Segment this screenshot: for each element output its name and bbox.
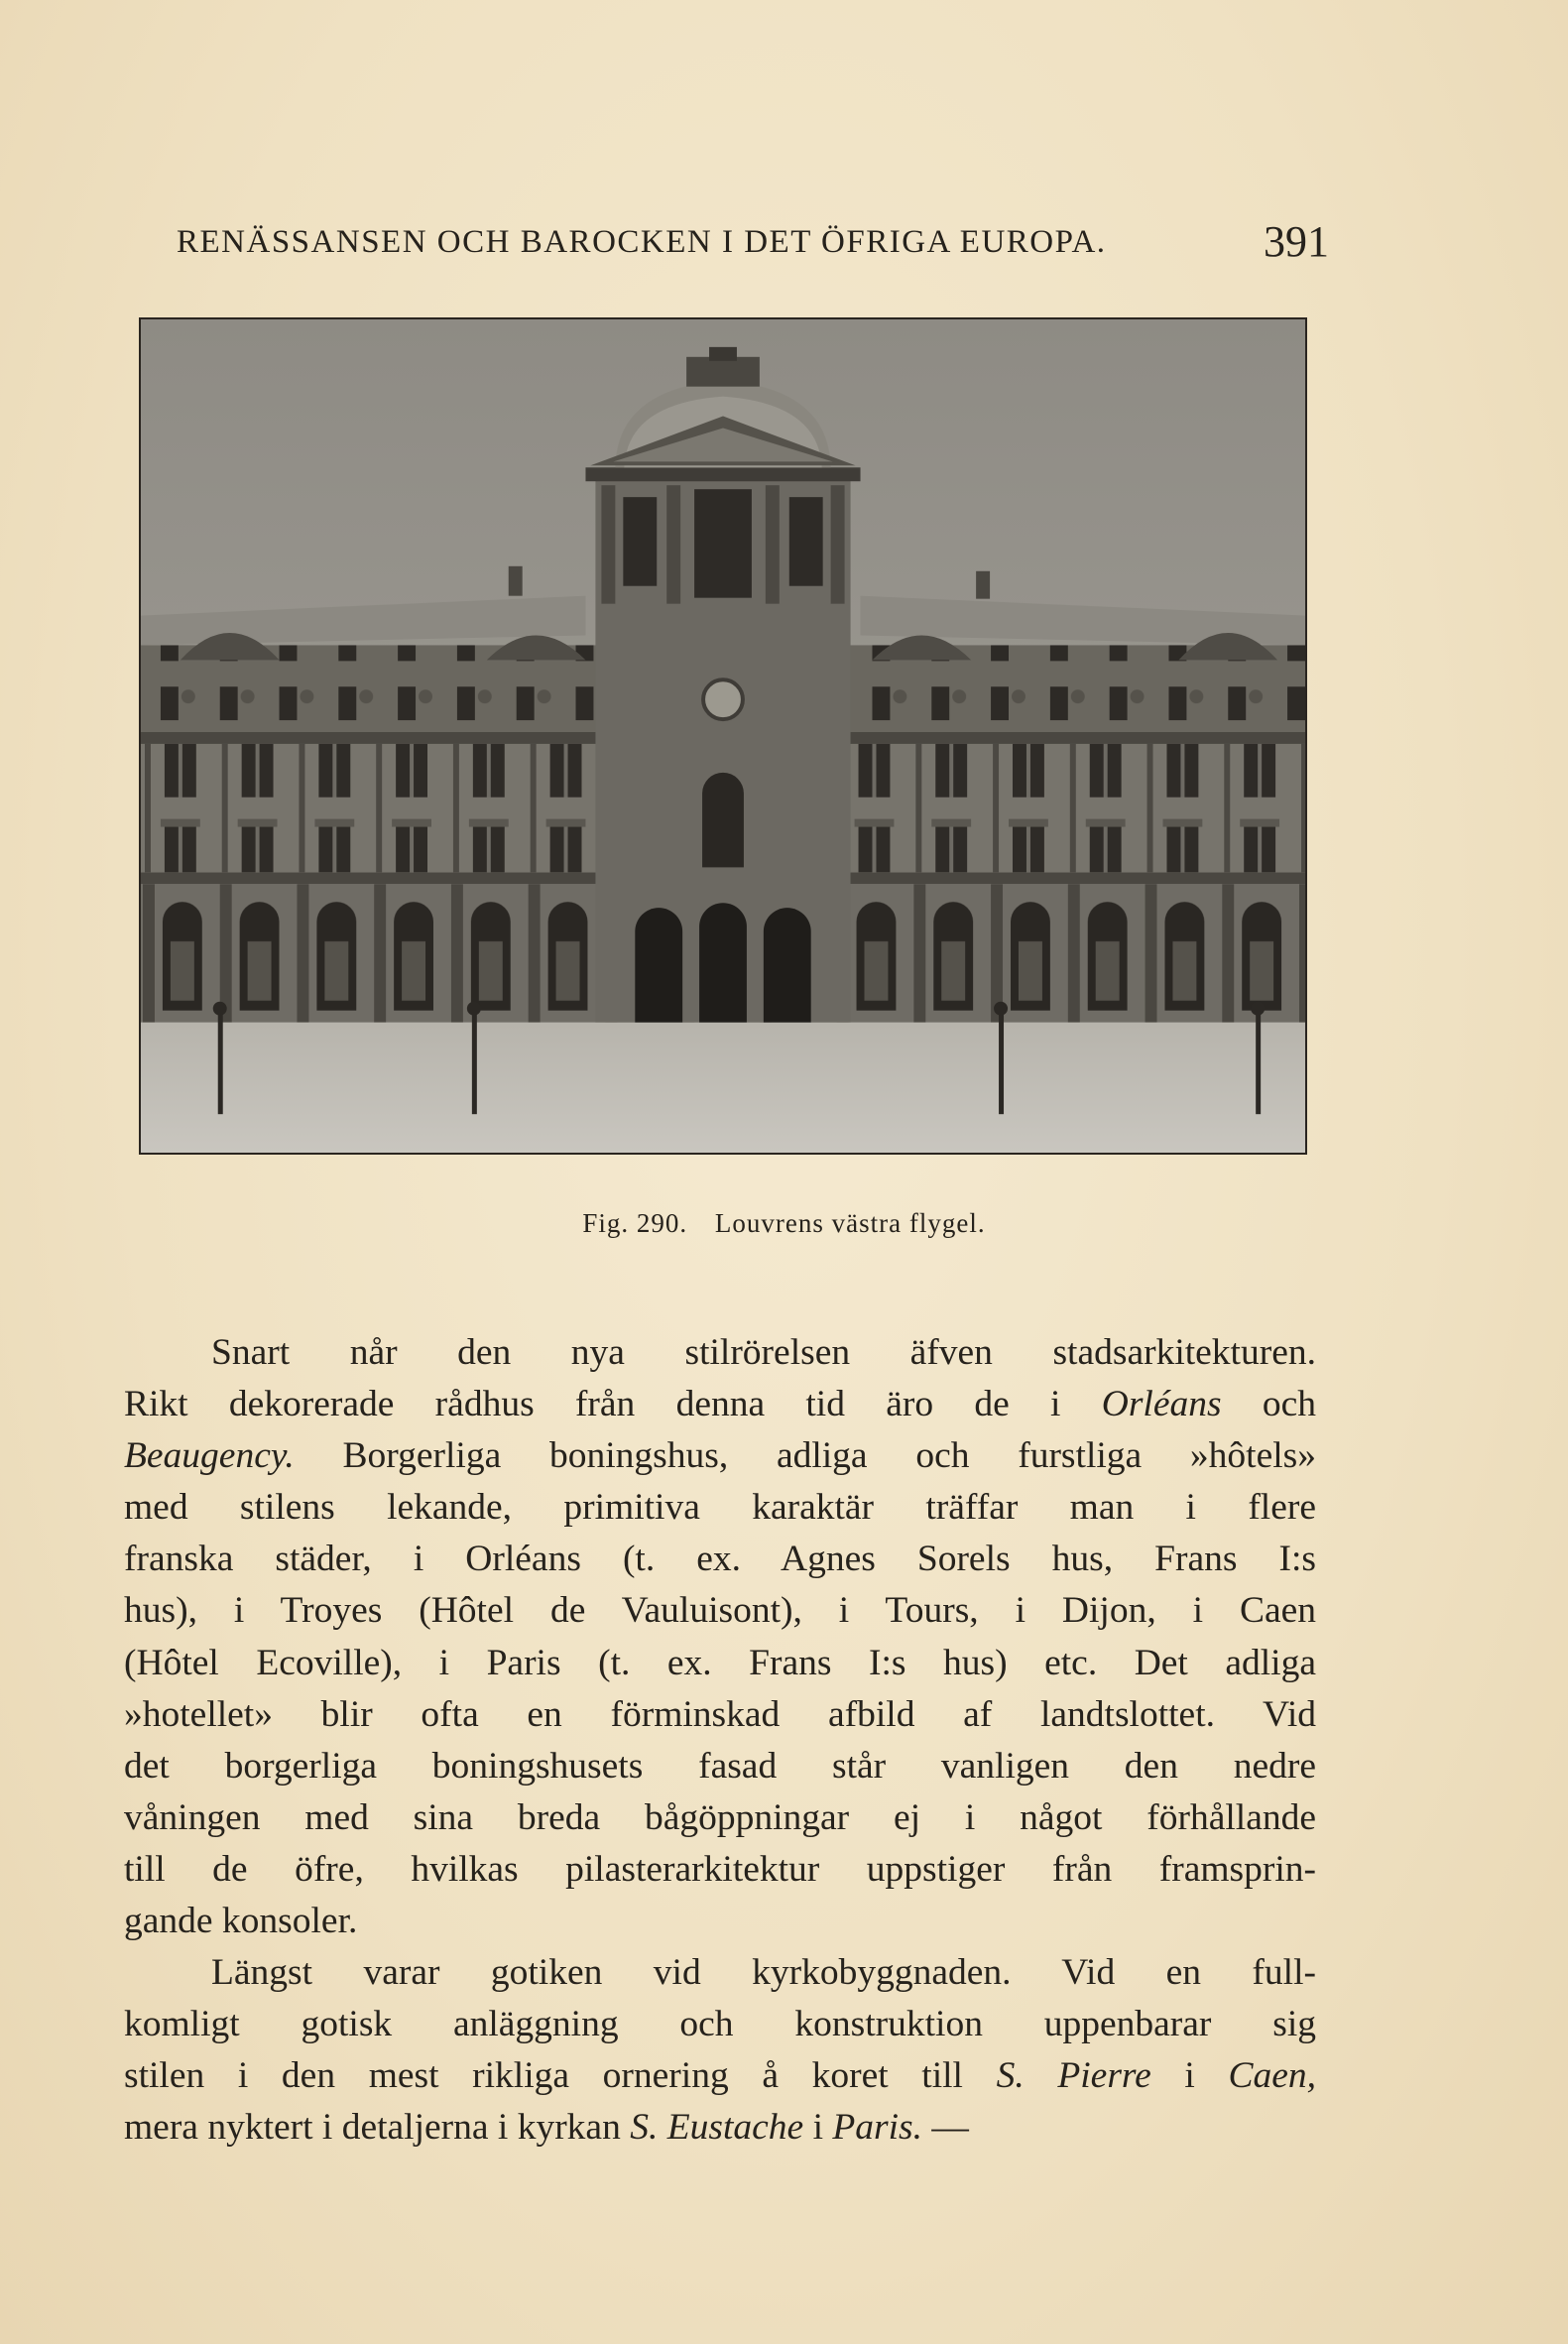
text-line: hus), i Troyes (Hôtel de Vauluisont), i Tours, i Dijon, i Caen (124, 1590, 1316, 1632)
italic-term: S. Pierre (996, 2055, 1151, 2097)
running-head (177, 216, 1329, 276)
text-line: det borgerliga boningshusets fasad står vanligen den nedre (124, 1745, 1316, 1787)
text-line: Rikt dekorerade rådhus från denna tid äro de i Orléans och (124, 1384, 1316, 1425)
figure-caption (0, 1208, 1568, 1239)
italic-term: Paris. (832, 2107, 922, 2149)
italic-term: Orléans (1101, 1384, 1222, 1425)
body-text (124, 1327, 1316, 2155)
text-line: gande konsoler. (124, 1901, 358, 1942)
text-line: komligt gotisk anläggning och konstruktion uppenbarar sig (124, 2004, 1316, 2045)
text-line: (Hôtel Ecoville), i Paris (t. ex. Frans I:s hus) etc. Det adliga (124, 1642, 1316, 1683)
text-line: franska städer, i Orléans (t. ex. Agnes Sorels hus, Frans I:s (124, 1539, 1316, 1580)
text-line: våningen med sina breda bågöppningar ej i något förhållande (124, 1796, 1316, 1838)
italic-term: Beaugency. (124, 1435, 295, 1477)
text-line: Beaugency. Borgerliga boningshus, adliga och furstliga »hôtels» (124, 1435, 1316, 1477)
figure-caption-text: Louvrens västra flygel. (714, 1208, 986, 1238)
italic-term: Caen, (1228, 2055, 1316, 2097)
italic-term: S. Eustache (630, 2107, 804, 2149)
running-head-title: RENÄSSANSEN OCH BAROCKEN I DET ÖFRIGA EUROPA. (177, 224, 1107, 260)
text-line: med stilens lekande, primitiva karaktär träffar man i flere (124, 1487, 1316, 1529)
figure-louvre-photo (139, 317, 1307, 1155)
text-line: till de öfre, hvilkas pilasterarkitektur uppstiger från framsprin- (124, 1848, 1316, 1890)
louvre-facade-illustration (141, 319, 1305, 1153)
text-line: mera nyktert i detaljerna i kyrkan S. Eustache i Paris. — (124, 2107, 969, 2149)
page-number: 391 (1264, 217, 1329, 266)
text-line: Snart når den nya stilrörelsen äfven stadsarkitekturen. (211, 1332, 1316, 1373)
text-line: »hotellet» blir ofta en förminskad afbild af landtslottet. Vid (124, 1693, 1316, 1735)
figure-label: Fig. 290. (582, 1208, 688, 1238)
text-line: Längst varar gotiken vid kyrkobyggnaden. Vid en full- (211, 1952, 1316, 1994)
text-line: stilen i den mest rikliga ornering å koret till S. Pierre i Caen, (124, 2055, 1316, 2097)
